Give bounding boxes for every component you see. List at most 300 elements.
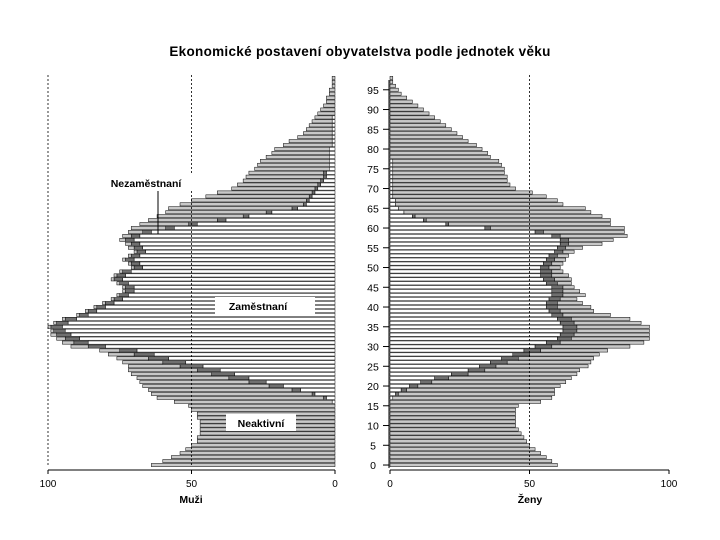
male-bar-age-17-employed bbox=[326, 396, 335, 399]
male-bar-age-28-employed bbox=[154, 353, 335, 356]
female-bar-age-53-employed bbox=[390, 254, 549, 257]
male-bar-age-51-inactive bbox=[128, 262, 131, 265]
female-bar-age-63-employed bbox=[390, 215, 412, 218]
female-bar-age-30-employed bbox=[390, 345, 535, 348]
male-bar-age-97-inactive bbox=[332, 80, 335, 83]
male-bar-age-23-inactive bbox=[131, 373, 211, 376]
female-bar-age-0-inactive bbox=[390, 463, 557, 466]
female-bar-age-18-inactive bbox=[398, 392, 554, 395]
male-bar-age-27-employed bbox=[169, 357, 335, 360]
female-bar-age-53-inactive bbox=[557, 254, 568, 257]
female-bar-age-70-employed bbox=[390, 187, 393, 190]
male-bar-age-36-employed bbox=[68, 321, 335, 324]
female-bar-age-57-employed bbox=[390, 238, 560, 241]
female-bar-age-62-unemployed bbox=[423, 219, 426, 222]
female-bar-age-32-inactive bbox=[571, 337, 649, 340]
male-bar-age-56-unemployed bbox=[131, 242, 140, 245]
male-bar-age-6-inactive bbox=[197, 440, 335, 443]
male-bar-age-70-unemployed bbox=[315, 187, 318, 190]
male-bar-age-84-inactive bbox=[303, 132, 332, 135]
male-bar-age-79-inactive bbox=[272, 151, 329, 154]
male-bar-age-88-employed bbox=[332, 116, 335, 119]
female-bar-age-95-inactive bbox=[390, 88, 398, 91]
age-tick-label: 30 bbox=[367, 341, 379, 354]
female-bar-age-94-inactive bbox=[390, 92, 401, 95]
male-bar-age-22-employed bbox=[249, 377, 335, 380]
female-bar-age-3-inactive bbox=[390, 452, 541, 455]
female-bar-age-36-unemployed bbox=[560, 321, 574, 324]
male-bar-age-50-unemployed bbox=[134, 266, 143, 269]
female-bar-age-58-employed bbox=[390, 234, 552, 237]
female-bar-age-37-inactive bbox=[571, 317, 630, 320]
female-bar-age-77-employed bbox=[390, 159, 393, 162]
male-bar-age-43-unemployed bbox=[120, 294, 129, 297]
male-bar-age-40-inactive bbox=[94, 305, 97, 308]
female-bar-age-49-employed bbox=[390, 270, 541, 273]
male-bar-age-63-unemployed bbox=[243, 215, 249, 218]
male-bar-age-72-inactive bbox=[243, 179, 320, 182]
chart-title: Ekonomické postavení obyvatelstva podle jednotek věku bbox=[169, 44, 551, 59]
male-bar-age-43-inactive bbox=[117, 294, 120, 297]
age-tick-label: 15 bbox=[367, 400, 379, 413]
male-bar-age-28-unemployed bbox=[134, 353, 154, 356]
female-bar-age-32-employed bbox=[390, 337, 557, 340]
female-bar-age-33-unemployed bbox=[560, 333, 574, 336]
female-bar-age-26-employed bbox=[390, 361, 490, 364]
female-bar-age-64-employed bbox=[390, 211, 404, 214]
male-bar-age-62-inactive bbox=[148, 219, 217, 222]
female-bar-age-21-employed bbox=[390, 380, 421, 383]
female-bar-age-55-inactive bbox=[566, 246, 583, 249]
male-bar-age-61-unemployed bbox=[189, 222, 198, 225]
male-bar-age-42-unemployed bbox=[114, 298, 123, 301]
male-x-tick-label: 0 bbox=[332, 479, 338, 490]
female-bar-age-30-unemployed bbox=[535, 345, 552, 348]
male-bar-age-56-employed bbox=[140, 242, 335, 245]
male-bar-age-21-inactive bbox=[140, 380, 249, 383]
male-bar-age-18-unemployed bbox=[312, 392, 315, 395]
male-bar-age-67-employed bbox=[309, 199, 335, 202]
female-bar-age-60-inactive bbox=[490, 226, 624, 229]
male-bar-age-44-unemployed bbox=[125, 290, 134, 293]
female-bar-age-38-employed bbox=[390, 313, 552, 316]
male-bar-age-52-inactive bbox=[123, 258, 126, 261]
female-bar-age-58-unemployed bbox=[552, 234, 560, 237]
female-bar-age-27-employed bbox=[390, 357, 502, 360]
female-bar-age-41-inactive bbox=[557, 301, 582, 304]
male-bar-age-73-inactive bbox=[246, 175, 323, 178]
female-bar-age-52-unemployed bbox=[546, 258, 554, 261]
male-bar-age-66-employed bbox=[306, 203, 335, 206]
male-bar-age-31-inactive bbox=[62, 341, 73, 344]
female-bar-age-50-unemployed bbox=[541, 266, 549, 269]
female-bar-age-66-employed bbox=[390, 203, 396, 206]
female-bar-age-28-employed bbox=[390, 353, 513, 356]
male-bar-age-64-unemployed bbox=[266, 211, 272, 214]
age-tick-label: 40 bbox=[367, 302, 379, 315]
female-bar-age-45-inactive bbox=[563, 286, 574, 289]
male-bar-age-39-inactive bbox=[85, 309, 88, 312]
male-bar-age-65-unemployed bbox=[292, 207, 298, 210]
female-bar-age-35-unemployed bbox=[563, 325, 577, 328]
male-bar-age-45-unemployed bbox=[125, 286, 134, 289]
female-bar-age-68-employed bbox=[390, 195, 393, 198]
male-bar-age-83-inactive bbox=[298, 136, 332, 139]
male-bar-age-55-employed bbox=[143, 246, 335, 249]
female-bar-age-97-inactive bbox=[390, 80, 393, 83]
bars-group bbox=[48, 76, 649, 466]
male-bar-age-24-employed bbox=[220, 369, 335, 372]
female-bar-age-47-inactive bbox=[555, 278, 572, 281]
male-bar-age-41-inactive bbox=[103, 301, 106, 304]
male-bar-age-31-employed bbox=[88, 341, 335, 344]
female-bar-age-44-employed bbox=[390, 290, 552, 293]
female-bar-age-18-employed bbox=[390, 392, 396, 395]
female-bar-age-85-inactive bbox=[390, 128, 451, 131]
female-bar-age-91-inactive bbox=[390, 104, 418, 107]
male-bar-age-82-employed bbox=[332, 140, 335, 143]
male-bar-age-46-unemployed bbox=[120, 282, 129, 285]
female-x-tick-label: 100 bbox=[660, 479, 678, 490]
female-bar-age-31-inactive bbox=[560, 341, 644, 344]
annotation-inactive-text: Neaktivní bbox=[237, 418, 285, 430]
female-bar-age-6-inactive bbox=[390, 440, 527, 443]
female-bar-age-42-employed bbox=[390, 298, 549, 301]
female-bar-age-16-inactive bbox=[390, 400, 541, 403]
female-bar-age-46-unemployed bbox=[546, 282, 557, 285]
female-bar-age-33-inactive bbox=[574, 333, 649, 336]
male-bar-age-40-unemployed bbox=[97, 305, 106, 308]
age-tick-label: 5 bbox=[370, 440, 376, 453]
male-bar-age-18-employed bbox=[315, 392, 335, 395]
male-bar-age-80-inactive bbox=[275, 147, 330, 150]
female-bar-age-28-inactive bbox=[530, 353, 600, 356]
female-bar-age-96-inactive bbox=[390, 84, 396, 87]
male-bar-age-58-employed bbox=[140, 234, 335, 237]
female-bar-age-59-employed bbox=[390, 230, 535, 233]
female-bar-age-39-unemployed bbox=[549, 309, 560, 312]
age-tick-label: 20 bbox=[367, 381, 379, 394]
male-bar-age-53-inactive bbox=[128, 254, 131, 257]
female-bar-age-19-unemployed bbox=[401, 388, 407, 391]
female-bar-age-53-unemployed bbox=[549, 254, 557, 257]
male-bar-age-75-inactive bbox=[255, 167, 330, 170]
female-bar-age-39-inactive bbox=[560, 309, 593, 312]
male-bar-age-94-inactive bbox=[329, 92, 335, 95]
female-bar-age-98-inactive bbox=[390, 76, 393, 79]
age-tick-label: 55 bbox=[367, 242, 379, 255]
age-tick-label: 70 bbox=[367, 183, 379, 196]
male-bar-age-39-unemployed bbox=[88, 309, 97, 312]
female-bar-age-49-unemployed bbox=[541, 270, 552, 273]
male-bar-age-23-employed bbox=[235, 373, 335, 376]
male-bar-age-74-inactive bbox=[249, 171, 324, 174]
female-bar-age-51-inactive bbox=[552, 262, 563, 265]
female-bar-age-47-unemployed bbox=[543, 278, 554, 281]
age-tick-label: 35 bbox=[367, 321, 379, 334]
annotation-inactive bbox=[226, 414, 296, 431]
male-bar-age-56-inactive bbox=[125, 242, 131, 245]
female-bar-age-43-employed bbox=[390, 294, 552, 297]
male-bar-age-59-inactive bbox=[128, 230, 142, 233]
female-bar-age-24-inactive bbox=[485, 369, 580, 372]
female-bar-age-75-employed bbox=[390, 167, 393, 170]
male-bar-age-80-employed bbox=[329, 147, 335, 150]
male-bar-age-61-employed bbox=[197, 222, 335, 225]
male-bar-age-54-unemployed bbox=[137, 250, 146, 253]
male-bar-age-32-employed bbox=[80, 337, 335, 340]
male-bar-age-70-employed bbox=[318, 187, 335, 190]
female-bar-age-73-employed bbox=[390, 175, 393, 178]
male-bar-age-47-unemployed bbox=[114, 278, 123, 281]
female-bar-age-67-inactive bbox=[396, 199, 558, 202]
male-bar-age-26-employed bbox=[186, 361, 335, 364]
female-bar-age-33-employed bbox=[390, 333, 560, 336]
female-bar-age-62-employed bbox=[390, 219, 423, 222]
female-bar-age-68-inactive bbox=[393, 195, 546, 198]
female-bar-age-48-inactive bbox=[552, 274, 569, 277]
male-bar-age-65-employed bbox=[298, 207, 335, 210]
male-bar-age-37-inactive bbox=[62, 317, 65, 320]
female-bar-age-5-inactive bbox=[390, 444, 530, 447]
male-bar-age-68-unemployed bbox=[309, 195, 312, 198]
male-bar-age-54-inactive bbox=[134, 250, 137, 253]
female-bar-age-25-employed bbox=[390, 365, 479, 368]
male-bar-age-65-inactive bbox=[169, 207, 292, 210]
female-bar-age-76-employed bbox=[390, 163, 393, 166]
male-bar-age-16-employed bbox=[332, 400, 335, 403]
male-bar-age-50-inactive bbox=[131, 266, 134, 269]
female-bar-age-36-employed bbox=[390, 321, 560, 324]
female-bar-age-14-inactive bbox=[390, 408, 516, 411]
male-bar-age-59-unemployed bbox=[143, 230, 152, 233]
female-bar-age-34-inactive bbox=[577, 329, 650, 332]
age-tick-label: 95 bbox=[367, 84, 379, 97]
male-bar-age-71-inactive bbox=[237, 183, 317, 186]
male-bar-age-7-inactive bbox=[197, 436, 335, 439]
female-bar-age-69-inactive bbox=[393, 191, 533, 194]
male-bar-age-48-employed bbox=[125, 274, 335, 277]
female-bar-age-12-inactive bbox=[390, 416, 516, 419]
male-bar-age-69-employed bbox=[315, 191, 335, 194]
male-bar-age-64-employed bbox=[272, 211, 335, 214]
male-bar-age-35-unemployed bbox=[51, 325, 62, 328]
male-bar-age-46-employed bbox=[128, 282, 335, 285]
male-bar-age-31-unemployed bbox=[74, 341, 88, 344]
female-bar-age-31-unemployed bbox=[546, 341, 560, 344]
male-bar-age-66-unemployed bbox=[303, 203, 306, 206]
male-bar-age-71-employed bbox=[321, 183, 335, 186]
male-bar-age-68-employed bbox=[312, 195, 335, 198]
female-bar-age-27-unemployed bbox=[502, 357, 519, 360]
male-bar-age-60-unemployed bbox=[166, 226, 175, 229]
female-bar-age-92-inactive bbox=[390, 100, 412, 103]
male-bar-age-76-inactive bbox=[258, 163, 330, 166]
male-bar-age-96-inactive bbox=[332, 84, 335, 87]
male-bar-age-85-inactive bbox=[306, 128, 332, 131]
male-bar-age-63-employed bbox=[249, 215, 335, 218]
male-bar-age-62-employed bbox=[226, 219, 335, 222]
female-bar-age-43-unemployed bbox=[552, 294, 563, 297]
female-bar-age-67-employed bbox=[390, 199, 396, 202]
female-bar-age-48-unemployed bbox=[541, 274, 552, 277]
male-bar-age-55-inactive bbox=[128, 246, 134, 249]
female-bar-age-70-inactive bbox=[393, 187, 516, 190]
male-bar-age-29-employed bbox=[137, 349, 335, 352]
female-bar-age-38-unemployed bbox=[552, 313, 563, 316]
female-bar-age-28-unemployed bbox=[513, 353, 530, 356]
female-bar-age-83-inactive bbox=[390, 136, 463, 139]
male-bar-age-22-inactive bbox=[137, 377, 229, 380]
female-bar-age-80-inactive bbox=[390, 147, 482, 150]
male-bar-age-61-inactive bbox=[140, 222, 189, 225]
male-bar-age-26-unemployed bbox=[163, 361, 186, 364]
male-bar-age-48-inactive bbox=[114, 274, 117, 277]
female-bar-age-84-inactive bbox=[390, 132, 457, 135]
female-bar-age-34-unemployed bbox=[563, 329, 577, 332]
male-bar-age-71-unemployed bbox=[318, 183, 321, 186]
female-bar-age-42-unemployed bbox=[549, 298, 560, 301]
male-bar-age-18-inactive bbox=[151, 392, 312, 395]
male-bar-age-53-unemployed bbox=[131, 254, 140, 257]
female-bar-age-37-employed bbox=[390, 317, 557, 320]
male-bar-age-72-unemployed bbox=[321, 179, 324, 182]
age-tick-label: 60 bbox=[367, 223, 379, 236]
male-bar-age-69-inactive bbox=[217, 191, 312, 194]
female-bar-age-86-inactive bbox=[390, 124, 446, 127]
male-bar-age-30-employed bbox=[105, 345, 335, 348]
female-bar-age-52-employed bbox=[390, 258, 546, 261]
male-bar-age-74-employed bbox=[326, 171, 335, 174]
female-bar-age-63-unemployed bbox=[412, 215, 415, 218]
female-bar-age-45-unemployed bbox=[552, 286, 563, 289]
female-bar-age-19-employed bbox=[390, 388, 401, 391]
male-bar-age-78-employed bbox=[329, 155, 335, 158]
male-bar-age-23-unemployed bbox=[212, 373, 235, 376]
female-bar-age-61-employed bbox=[390, 222, 446, 225]
female-bar-age-41-employed bbox=[390, 301, 546, 304]
male-bar-age-72-employed bbox=[324, 179, 335, 182]
male-bar-age-68-inactive bbox=[206, 195, 309, 198]
female-bar-age-25-unemployed bbox=[479, 365, 496, 368]
male-bar-age-50-employed bbox=[143, 266, 335, 269]
male-bar-age-47-inactive bbox=[111, 278, 114, 281]
female-bar-age-90-inactive bbox=[390, 108, 423, 111]
male-bar-age-35-employed bbox=[62, 325, 335, 328]
female-bar-age-77-inactive bbox=[393, 159, 499, 162]
male-bar-age-58-unemployed bbox=[131, 234, 140, 237]
female-bar-age-23-inactive bbox=[468, 373, 577, 376]
female-bar-age-59-unemployed bbox=[535, 230, 543, 233]
male-bar-age-19-inactive bbox=[148, 388, 292, 391]
male-bar-age-88-inactive bbox=[315, 116, 332, 119]
female-bar-age-47-employed bbox=[390, 278, 543, 281]
female-bar-age-63-inactive bbox=[415, 215, 602, 218]
male-bar-age-67-unemployed bbox=[306, 199, 309, 202]
male-bar-age-32-unemployed bbox=[65, 337, 79, 340]
female-bar-age-72-inactive bbox=[393, 179, 507, 182]
female-bar-age-65-inactive bbox=[398, 207, 585, 210]
female-bar-age-22-employed bbox=[390, 377, 435, 380]
age-tick-label: 10 bbox=[367, 420, 379, 433]
male-bar-age-33-unemployed bbox=[57, 333, 71, 336]
female-bar-age-11-inactive bbox=[390, 420, 516, 423]
female-bar-age-58-inactive bbox=[560, 234, 627, 237]
male-bar-age-46-inactive bbox=[117, 282, 120, 285]
male-bar-age-27-inactive bbox=[117, 357, 149, 360]
female-bar-age-20-inactive bbox=[418, 384, 560, 387]
male-bar-age-45-employed bbox=[134, 286, 335, 289]
female-bar-age-37-unemployed bbox=[557, 317, 571, 320]
male-bar-age-73-unemployed bbox=[324, 175, 327, 178]
female-bar-age-43-inactive bbox=[563, 294, 585, 297]
male-bar-age-74-unemployed bbox=[324, 171, 327, 174]
male-bar-age-3-inactive bbox=[180, 452, 335, 455]
male-bar-age-48-unemployed bbox=[117, 274, 126, 277]
annotation-employed-text: Zaměstnaní bbox=[228, 301, 288, 313]
male-bar-age-29-unemployed bbox=[120, 349, 137, 352]
female-bar-age-54-employed bbox=[390, 250, 555, 253]
male-axis-label: Muži bbox=[179, 494, 203, 506]
male-bar-age-70-inactive bbox=[232, 187, 315, 190]
male-bar-age-30-unemployed bbox=[88, 345, 105, 348]
female-bar-age-49-inactive bbox=[552, 270, 563, 273]
female-bar-age-20-employed bbox=[390, 384, 410, 387]
female-bar-age-73-inactive bbox=[393, 175, 507, 178]
female-bar-age-66-inactive bbox=[396, 203, 563, 206]
male-bar-age-14-inactive bbox=[192, 408, 336, 411]
male-bar-age-54-employed bbox=[146, 250, 335, 253]
age-tick-label: 80 bbox=[367, 144, 379, 157]
male-bar-age-17-inactive bbox=[157, 396, 323, 399]
female-bar-age-48-employed bbox=[390, 274, 541, 277]
female-bar-age-13-inactive bbox=[390, 412, 516, 415]
female-bar-age-24-unemployed bbox=[468, 369, 485, 372]
female-bar-age-55-unemployed bbox=[557, 246, 565, 249]
female-bar-age-65-employed bbox=[390, 207, 398, 210]
male-bar-age-33-employed bbox=[71, 333, 335, 336]
male-bar-age-75-employed bbox=[329, 167, 335, 170]
male-bar-age-57-employed bbox=[134, 238, 335, 241]
female-bar-age-56-unemployed bbox=[560, 242, 568, 245]
male-bar-age-58-inactive bbox=[123, 234, 132, 237]
female-axis-label: Ženy bbox=[517, 494, 543, 506]
male-bar-age-63-inactive bbox=[157, 215, 243, 218]
female-bar-age-38-inactive bbox=[563, 313, 610, 316]
male-bar-age-84-employed bbox=[332, 132, 335, 135]
male-bar-age-55-unemployed bbox=[134, 246, 143, 249]
male-bar-age-76-employed bbox=[329, 163, 335, 166]
male-bar-age-81-employed bbox=[332, 143, 335, 146]
male-bar-age-38-unemployed bbox=[80, 313, 89, 316]
female-bar-age-78-inactive bbox=[390, 155, 490, 158]
age-tick-label: 50 bbox=[367, 262, 379, 275]
male-bar-age-51-unemployed bbox=[131, 262, 140, 265]
female-bar-age-46-inactive bbox=[557, 282, 571, 285]
male-bar-age-59-employed bbox=[151, 230, 335, 233]
male-bar-age-67-inactive bbox=[192, 199, 307, 202]
female-bar-age-1-inactive bbox=[390, 459, 552, 462]
male-x-tick-label: 100 bbox=[39, 479, 57, 490]
female-bar-age-4-inactive bbox=[390, 448, 535, 451]
male-bar-age-28-inactive bbox=[108, 353, 134, 356]
male-bar-age-19-unemployed bbox=[292, 388, 301, 391]
male-bar-age-8-inactive bbox=[200, 432, 335, 435]
female-bar-age-57-unemployed bbox=[560, 238, 568, 241]
female-bar-age-29-inactive bbox=[541, 349, 608, 352]
female-bar-age-22-inactive bbox=[449, 377, 572, 380]
female-bar-age-56-inactive bbox=[569, 242, 602, 245]
